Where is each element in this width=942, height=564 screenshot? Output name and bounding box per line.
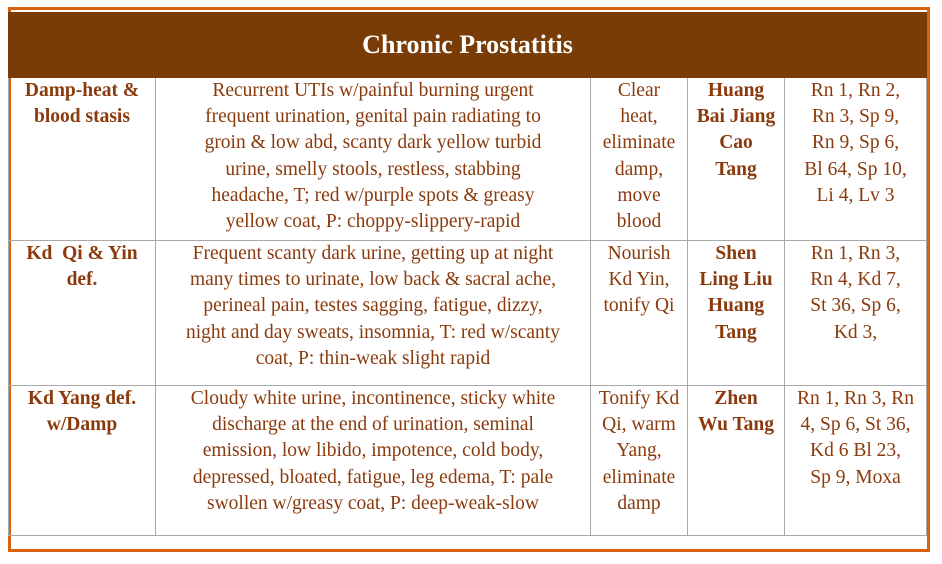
- pattern-cell: Kd Qi & Yin def.: [9, 241, 156, 386]
- symptoms-cell: Recurrent UTIs w/painful burning urgent frequent urination, genital pain radiating to groin & low abd, scanty dark yellow turbid urine, smelly stools, restless, stabbing headache, T; red w/purple spots & greasy yellow coat, P: choppy-slippery-rapid: [156, 78, 591, 241]
- pattern-cell: Kd Yang def. w/Damp: [9, 386, 156, 536]
- pattern-cell: Damp-heat & blood stasis: [9, 78, 156, 241]
- table-title: Chronic Prostatitis: [9, 13, 927, 78]
- table-row: [9, 78, 927, 241]
- table-row: [9, 241, 927, 386]
- principle-cell: Tonify Kd Qi, warm Yang, eliminate damp: [591, 386, 688, 536]
- symptoms-cell: Cloudy white urine, incontinence, sticky white discharge at the end of urination, seminal emission, low libido, impotence, cold body, depressed, bloated, fatigue, leg edema, T: pale swollen w/greasy coat, P: deep-weak-slow: [156, 386, 591, 536]
- points-cell: Rn 1, Rn 3, Rn 4, Kd 7, St 36, Sp 6, Kd 3,: [785, 241, 927, 386]
- points-cell: Rn 1, Rn 2, Rn 3, Sp 9, Rn 9, Sp 6, Bl 64, Sp 10, Li 4, Lv 3: [785, 78, 927, 241]
- formula-cell: Huang Bai Jiang Cao Tang: [688, 78, 785, 241]
- symptoms-cell: Frequent scanty dark urine, getting up at night many times to urinate, low back & sacral ache, perineal pain, testes sagging, fatigue, dizzy, night and day sweats, insomnia, T: red w/scanty coat, P: thin-weak slight rapid: [156, 241, 591, 386]
- formula-cell: Shen Ling Liu Huang Tang: [688, 241, 785, 386]
- table-row: [9, 386, 927, 536]
- formula-cell: Zhen Wu Tang: [688, 386, 785, 536]
- points-cell: Rn 1, Rn 3, Rn 4, Sp 6, St 36, Kd 6 Bl 23, Sp 9, Moxa: [785, 386, 927, 536]
- prostatitis-table: [8, 12, 927, 536]
- principle-cell: Nourish Kd Yin, tonify Qi: [591, 241, 688, 386]
- principle-cell: Clear heat, eliminate damp, move blood: [591, 78, 688, 241]
